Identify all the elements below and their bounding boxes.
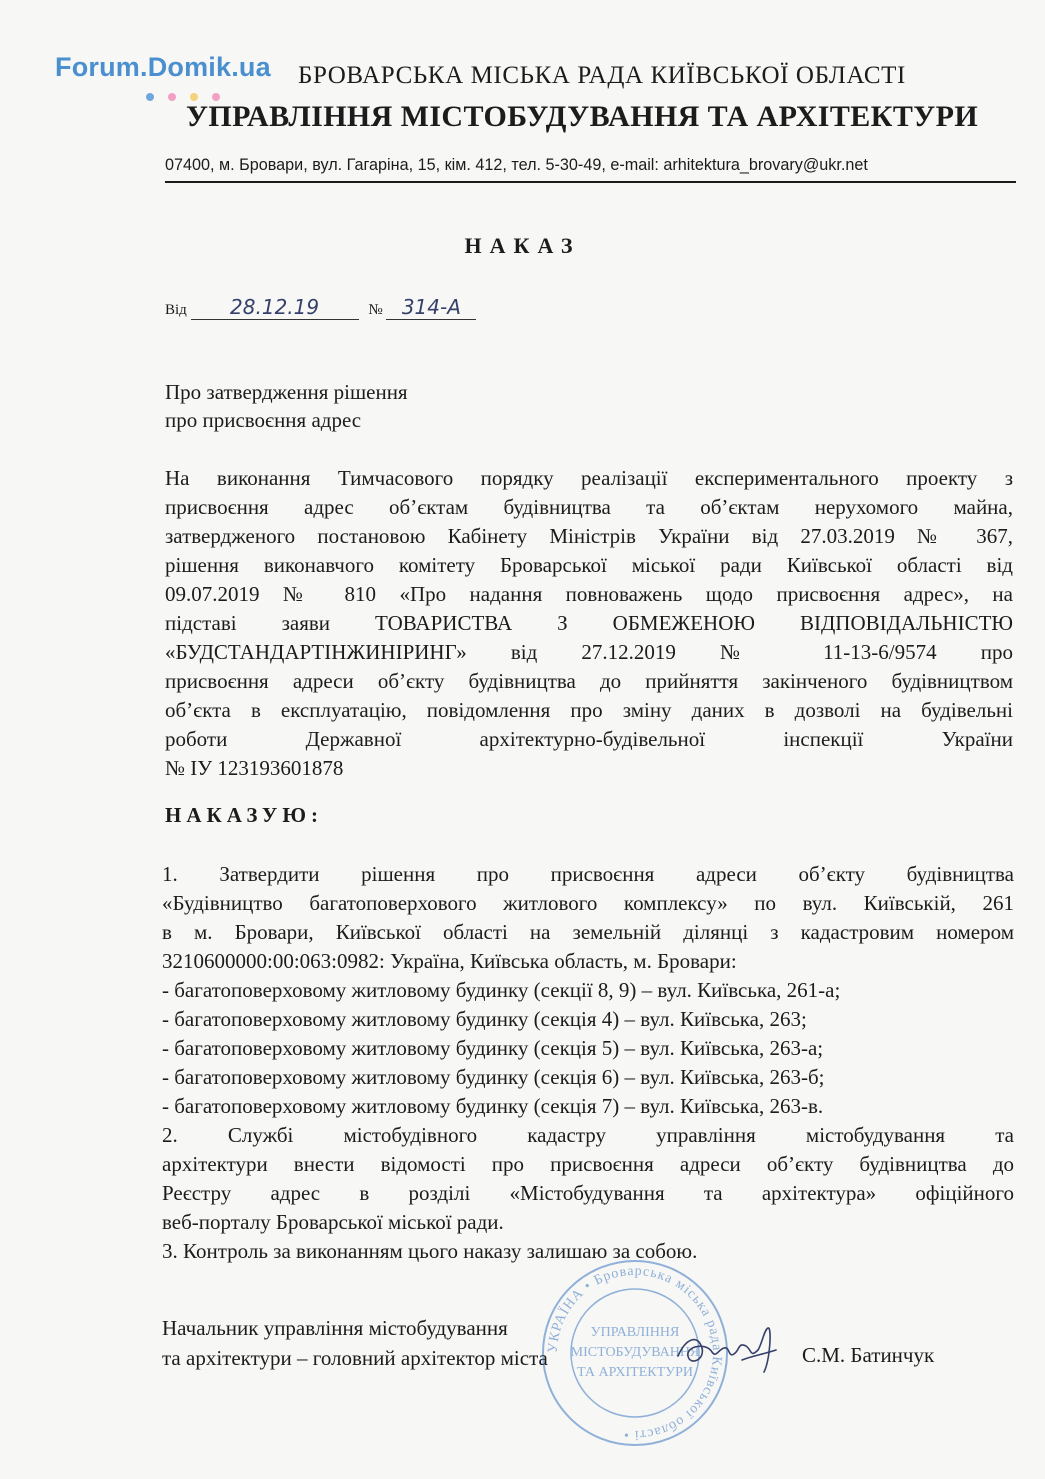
address-assignment: - багатоповерховому житловому будинку (секція 6) – вул. Київська, 263-б;: [162, 1065, 825, 1089]
signature-stroke: [678, 1328, 776, 1372]
subject-line: про присвоєння адрес: [165, 408, 362, 432]
item-line: веб-порталу Броварської міської ради.: [162, 1210, 504, 1234]
date-number-line: [165, 295, 476, 320]
handwritten-signature: [672, 1320, 782, 1380]
preamble-line: роботи Державної архітектурно-будівельної інспекції України: [165, 727, 1013, 751]
preamble-line: «БУДСТАНДАРТІНЖИНІРИНГ» від 27.12.2019 № 11-13-6/9574 про: [165, 640, 1013, 664]
preamble-line: затвердженого постановою Кабінету Міністрів України від 27.03.2019 № 367,: [165, 524, 1013, 548]
signatory-position: [162, 1313, 548, 1373]
address-assignment: - багатоповерховому житловому будинку (секція 5) – вул. Київська, 263-а;: [162, 1036, 824, 1060]
position-line: Начальник управління містобудування: [162, 1316, 508, 1340]
number-label: №: [368, 302, 383, 318]
document-type: НАКАЗ: [464, 233, 581, 258]
stamp-ring-textpath: УКРАЇНА • Броварська міська рада Київської області •: [545, 1263, 725, 1443]
item-line: архітектури внести відомості про присвоєння адреси об’єкту будівництва до: [162, 1152, 1014, 1176]
item-line: 3. Контроль за виконанням цього наказу залишаю за собою.: [162, 1239, 698, 1263]
handwritten-number: 314-А: [386, 295, 476, 320]
date-label: Від: [165, 302, 187, 318]
department-name: УПРАВЛІННЯ МІСТОБУДУВАННЯ ТА АРХІТЕКТУРИ: [186, 100, 979, 133]
item-line: 3210600000:00:063:0982: Україна, Київська область, м. Бровари:: [162, 949, 737, 973]
item-line: в м. Бровари, Київської області на земельній ділянці з кадастровим номером: [162, 920, 1014, 944]
stamp-line: МІСТОБУДУВАННЯ: [570, 1345, 700, 1360]
item-line: «Будівництво багатоповерхового житлового комплексу» по вул. Київській, 261: [162, 891, 1014, 915]
address-assignment: - багатоповерховому житловому будинку (секція 7) – вул. Київська, 263-в.: [162, 1094, 824, 1118]
preamble-line: № ІУ 123193601878: [165, 756, 344, 780]
forum-watermark: Forum.Domik.ua: [55, 52, 271, 82]
preamble-line: присвоєння адреси об’єкту будівництва до прийняття закінченого будівництвом: [165, 669, 1013, 693]
stamp-line: УПРАВЛІННЯ: [590, 1325, 680, 1340]
stamp-line: ТА АРХІТЕКТУРИ: [577, 1365, 693, 1380]
order-subject: [165, 378, 408, 434]
order-word: НАКАЗУЮ:: [165, 803, 323, 827]
position-line: та архітектури – головний архітектор міста: [162, 1346, 548, 1370]
address-assignment: - багатоповерховому житловому будинку (секція 4) – вул. Київська, 263;: [162, 1007, 807, 1031]
address-assignment: - багатоповерховому житловому будинку (секції 8, 9) – вул. Київська, 261-а;: [162, 978, 841, 1002]
preamble-line: На виконання Тимчасового порядку реалізації експериментального проекту з: [165, 466, 1013, 490]
council-name: БРОВАРСЬКА МІСЬКА РАДА КИЇВСЬКОЇ ОБЛАСТІ: [298, 62, 906, 89]
preamble: [165, 464, 1013, 783]
preamble-line: об’єкта в експлуатацію, повідомлення про зміну даних в дозволі на будівельні: [165, 698, 1013, 722]
item-line: 1. Затвердити рішення про присвоєння адреси об’єкту будівництва: [162, 862, 1014, 886]
preamble-line: підставі заяви ТОВАРИСТВА З ОБМЕЖЕНОЮ ВІДПОВІДАЛЬНІСТЮ: [165, 611, 1013, 635]
department-address: 07400, м. Бровари, вул. Гагаріна, 15, кім. 412, тел. 5-30-49, e-mail: arhitektura_brovary@ukr.net: [165, 156, 868, 174]
preamble-line: 09.07.2019 № 810 «Про надання повноважень щодо присвоєння адрес», на: [165, 582, 1013, 606]
preamble-line: рішення виконавчого комітету Броварської міської ради Київської області від: [165, 553, 1013, 577]
watermark-dot: [146, 93, 154, 101]
order-items: [162, 860, 1014, 1266]
item-line: 2. Службі містобудівного кадастру управління містобудування та: [162, 1123, 1014, 1147]
preamble-line: присвоєння адрес об’єктам будівництва та об’єктам нерухомого майна,: [165, 495, 1013, 519]
watermark-dot: [168, 93, 176, 101]
subject-line: Про затвердження рішення: [165, 380, 408, 404]
letterhead-rule: [165, 181, 1016, 183]
item-line: Реєстру адрес в розділі «Містобудування та архітектура» офіційного: [162, 1181, 1014, 1205]
signatory-name: С.М. Батинчук: [802, 1343, 935, 1367]
handwritten-date: 28.12.19: [191, 295, 359, 320]
